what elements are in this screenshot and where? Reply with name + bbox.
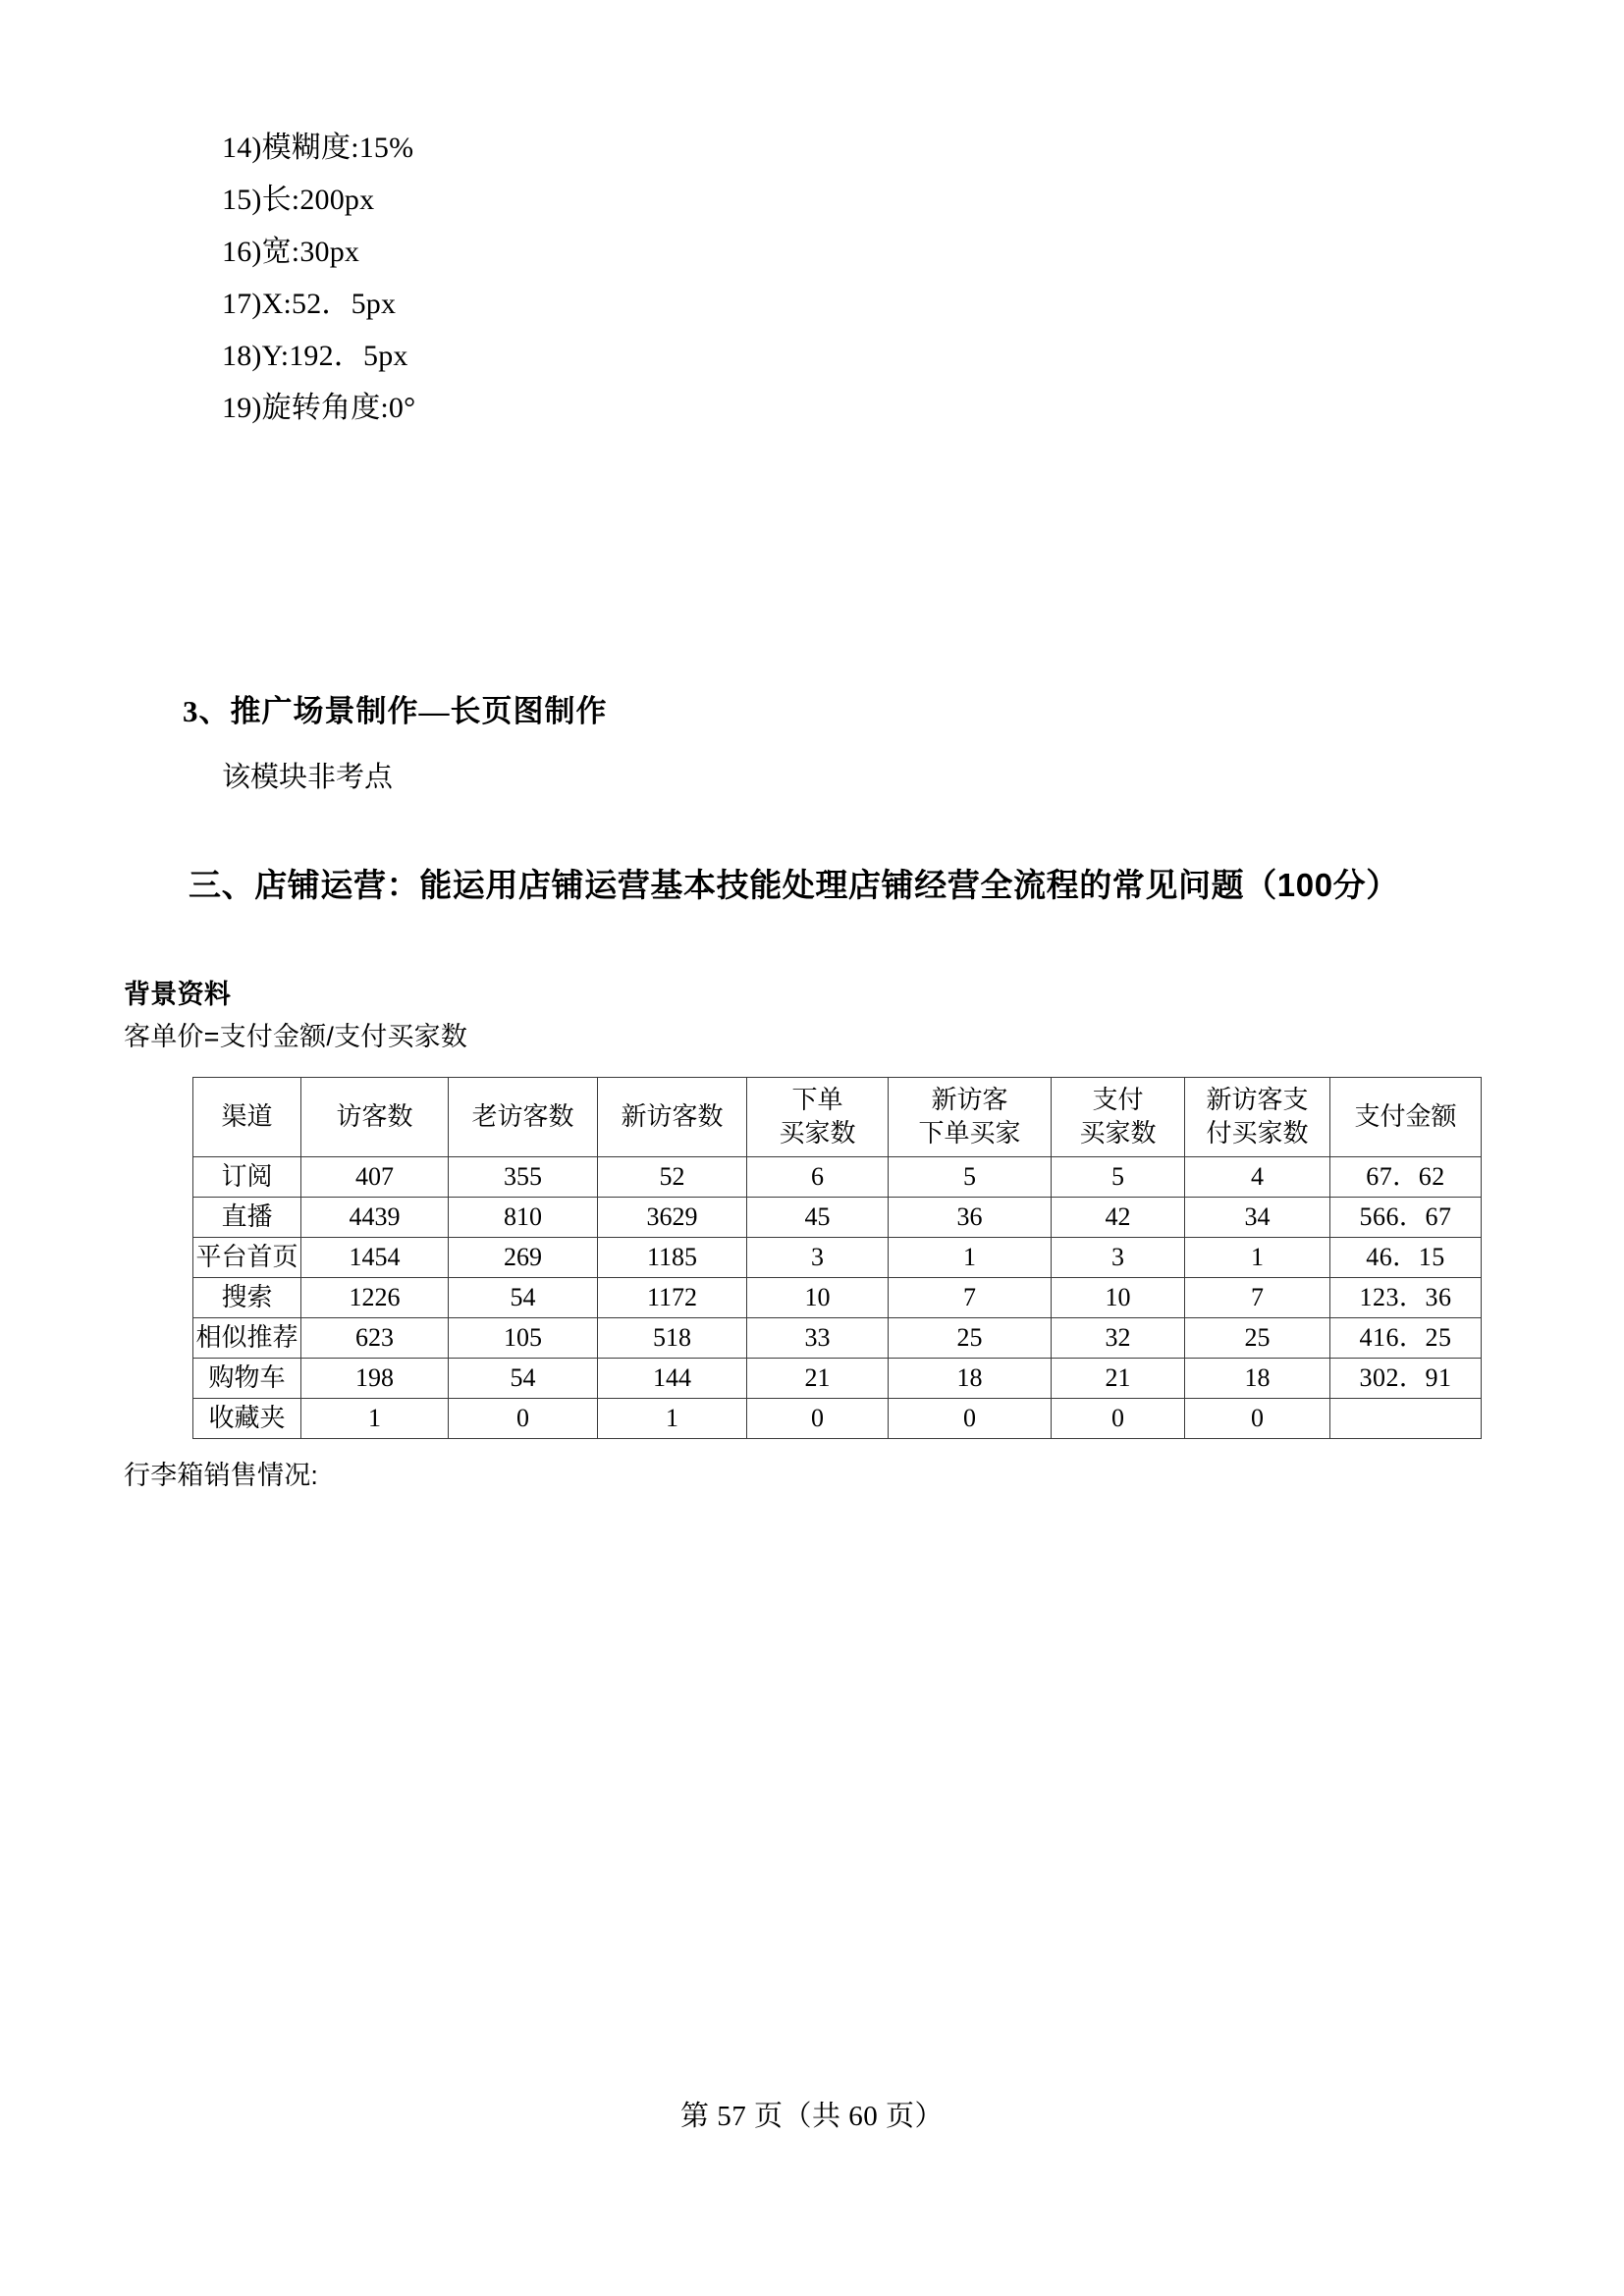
col-header-channel xyxy=(193,1078,301,1157)
cell-new-visitors: 518 xyxy=(598,1318,747,1359)
cell-new-pay-buyers: 4 xyxy=(1185,1157,1330,1198)
col-header-new-pay-buyers-line1: 新访客支 xyxy=(1206,1086,1309,1114)
background-formula: 客单价=支付金额/支付买家数 xyxy=(124,1022,468,1051)
cell-new-order-buyers: 36 xyxy=(889,1198,1052,1238)
table-row xyxy=(193,1278,1482,1318)
cell-amount: 302．91 xyxy=(1330,1359,1482,1399)
table-row xyxy=(193,1238,1482,1278)
cell-new-order-buyers: 1 xyxy=(889,1238,1052,1278)
cell-order-buyers: 10 xyxy=(747,1278,889,1318)
col-header-order-buyers-line1: 下单 xyxy=(791,1086,843,1114)
cell-new-order-buyers: 18 xyxy=(889,1359,1052,1399)
cell-new-pay-buyers: 34 xyxy=(1185,1198,1330,1238)
cell-channel: 相似推荐 xyxy=(193,1318,301,1359)
cell-pay-buyers: 3 xyxy=(1052,1238,1185,1278)
cell-visitors: 1454 xyxy=(301,1238,449,1278)
cell-new-visitors: 3629 xyxy=(598,1198,747,1238)
col-header-order-buyers-line2: 买家数 xyxy=(779,1119,856,1148)
cell-amount: 123．36 xyxy=(1330,1278,1482,1318)
cell-pay-buyers: 0 xyxy=(1052,1399,1185,1439)
col-header-pay-buyers-line1: 支付 xyxy=(1092,1086,1144,1114)
cell-order-buyers: 0 xyxy=(747,1399,889,1439)
col-header-new-pay-buyers xyxy=(1185,1078,1330,1157)
cell-visitors: 198 xyxy=(301,1359,449,1399)
cell-visitors: 4439 xyxy=(301,1198,449,1238)
cell-old-visitors: 355 xyxy=(449,1157,598,1198)
cell-pay-buyers: 10 xyxy=(1052,1278,1185,1318)
cell-order-buyers: 21 xyxy=(747,1359,889,1399)
col-header-order-buyers xyxy=(747,1078,889,1157)
cell-order-buyers: 33 xyxy=(747,1318,889,1359)
channel-metrics-table xyxy=(192,1077,1457,1439)
col-header-new-order-buyers-line1: 新访客 xyxy=(931,1086,1008,1114)
cell-amount: 67．62 xyxy=(1330,1157,1482,1198)
cell-new-visitors: 52 xyxy=(598,1157,747,1198)
col-header-channel-line1: 渠道 xyxy=(221,1102,273,1131)
col-header-amount-line1: 支付金额 xyxy=(1354,1102,1457,1131)
col-header-visitors-line1: 访客数 xyxy=(336,1102,413,1131)
spec-list xyxy=(222,133,1400,446)
cell-new-visitors: 1172 xyxy=(598,1278,747,1318)
cell-new-pay-buyers: 1 xyxy=(1185,1238,1330,1278)
spec-item-19: 19)旋转角度:0° xyxy=(222,392,416,424)
cell-old-visitors: 0 xyxy=(449,1399,598,1439)
col-header-new-order-buyers xyxy=(889,1078,1052,1157)
cell-new-pay-buyers: 18 xyxy=(1185,1359,1330,1399)
col-header-pay-buyers xyxy=(1052,1078,1185,1157)
col-header-visitors xyxy=(301,1078,449,1157)
cell-old-visitors: 105 xyxy=(449,1318,598,1359)
col-header-new-visitors-line1: 新访客数 xyxy=(621,1102,724,1131)
spec-item-16: 16)宽:30px xyxy=(222,236,360,268)
cell-channel: 搜索 xyxy=(193,1278,301,1318)
cell-order-buyers: 3 xyxy=(747,1238,889,1278)
cell-order-buyers: 6 xyxy=(747,1157,889,1198)
luggage-sales-caption: 行李箱销售情况: xyxy=(124,1461,319,1490)
cell-channel: 平台首页 xyxy=(193,1238,301,1278)
cell-old-visitors: 54 xyxy=(449,1359,598,1399)
col-header-pay-buyers-line2: 买家数 xyxy=(1079,1119,1157,1148)
cell-new-visitors: 1 xyxy=(598,1399,747,1439)
spec-item-17: 17)X:52．5px xyxy=(222,288,397,320)
cell-order-buyers: 45 xyxy=(747,1198,889,1238)
col-header-new-visitors xyxy=(598,1078,747,1157)
table-row xyxy=(193,1318,1482,1359)
background-title: 背景资料 xyxy=(124,980,232,1009)
cell-pay-buyers: 5 xyxy=(1052,1157,1185,1198)
col-header-new-order-buyers-line2: 下单买家 xyxy=(918,1119,1021,1148)
cell-new-visitors: 1185 xyxy=(598,1238,747,1278)
cell-channel: 订阅 xyxy=(193,1157,301,1198)
cell-new-order-buyers: 0 xyxy=(889,1399,1052,1439)
col-header-old-visitors xyxy=(449,1078,598,1157)
cell-channel: 购物车 xyxy=(193,1359,301,1399)
cell-amount xyxy=(1330,1399,1482,1439)
col-header-new-pay-buyers-line2: 付买家数 xyxy=(1206,1119,1309,1148)
cell-old-visitors: 269 xyxy=(449,1238,598,1278)
cell-new-order-buyers: 5 xyxy=(889,1157,1052,1198)
cell-channel: 直播 xyxy=(193,1198,301,1238)
cell-old-visitors: 810 xyxy=(449,1198,598,1238)
page-footer: 第 57 页（共 60 页） xyxy=(679,2101,944,2132)
table-body xyxy=(193,1157,1482,1439)
col-header-amount xyxy=(1330,1078,1482,1157)
cell-amount: 46．15 xyxy=(1330,1238,1482,1278)
cell-pay-buyers: 32 xyxy=(1052,1318,1185,1359)
cell-visitors: 407 xyxy=(301,1157,449,1198)
table-header-row xyxy=(193,1078,1482,1157)
table-row xyxy=(193,1399,1482,1439)
cell-new-pay-buyers: 0 xyxy=(1185,1399,1330,1439)
sub-section-note: 该模块非考点 xyxy=(222,762,394,793)
spec-item-18: 18)Y:192．5px xyxy=(222,340,408,372)
col-header-old-visitors-line1: 老访客数 xyxy=(471,1102,574,1131)
cell-pay-buyers: 21 xyxy=(1052,1359,1185,1399)
cell-new-pay-buyers: 7 xyxy=(1185,1278,1330,1318)
sub-section-heading: 3、推广场景制作—长页图制作 xyxy=(183,694,608,728)
cell-new-order-buyers: 25 xyxy=(889,1318,1052,1359)
cell-new-pay-buyers: 25 xyxy=(1185,1318,1330,1359)
cell-new-order-buyers: 7 xyxy=(889,1278,1052,1318)
cell-amount: 416．25 xyxy=(1330,1318,1482,1359)
cell-amount: 566．67 xyxy=(1330,1198,1482,1238)
section-heading: 三、店铺运营：能运用店铺运营基本技能处理店铺经营全流程的常见问题（100分） xyxy=(189,867,1399,903)
cell-visitors: 1 xyxy=(301,1399,449,1439)
spec-item-15: 15)长:200px xyxy=(222,184,375,216)
cell-pay-buyers: 42 xyxy=(1052,1198,1185,1238)
spec-item-14: 14)模糊度:15% xyxy=(222,132,414,164)
cell-visitors: 623 xyxy=(301,1318,449,1359)
cell-channel: 收藏夹 xyxy=(193,1399,301,1439)
table-row xyxy=(193,1157,1482,1198)
cell-old-visitors: 54 xyxy=(449,1278,598,1318)
cell-new-visitors: 144 xyxy=(598,1359,747,1399)
table-row xyxy=(193,1359,1482,1399)
cell-visitors: 1226 xyxy=(301,1278,449,1318)
table-row xyxy=(193,1198,1482,1238)
